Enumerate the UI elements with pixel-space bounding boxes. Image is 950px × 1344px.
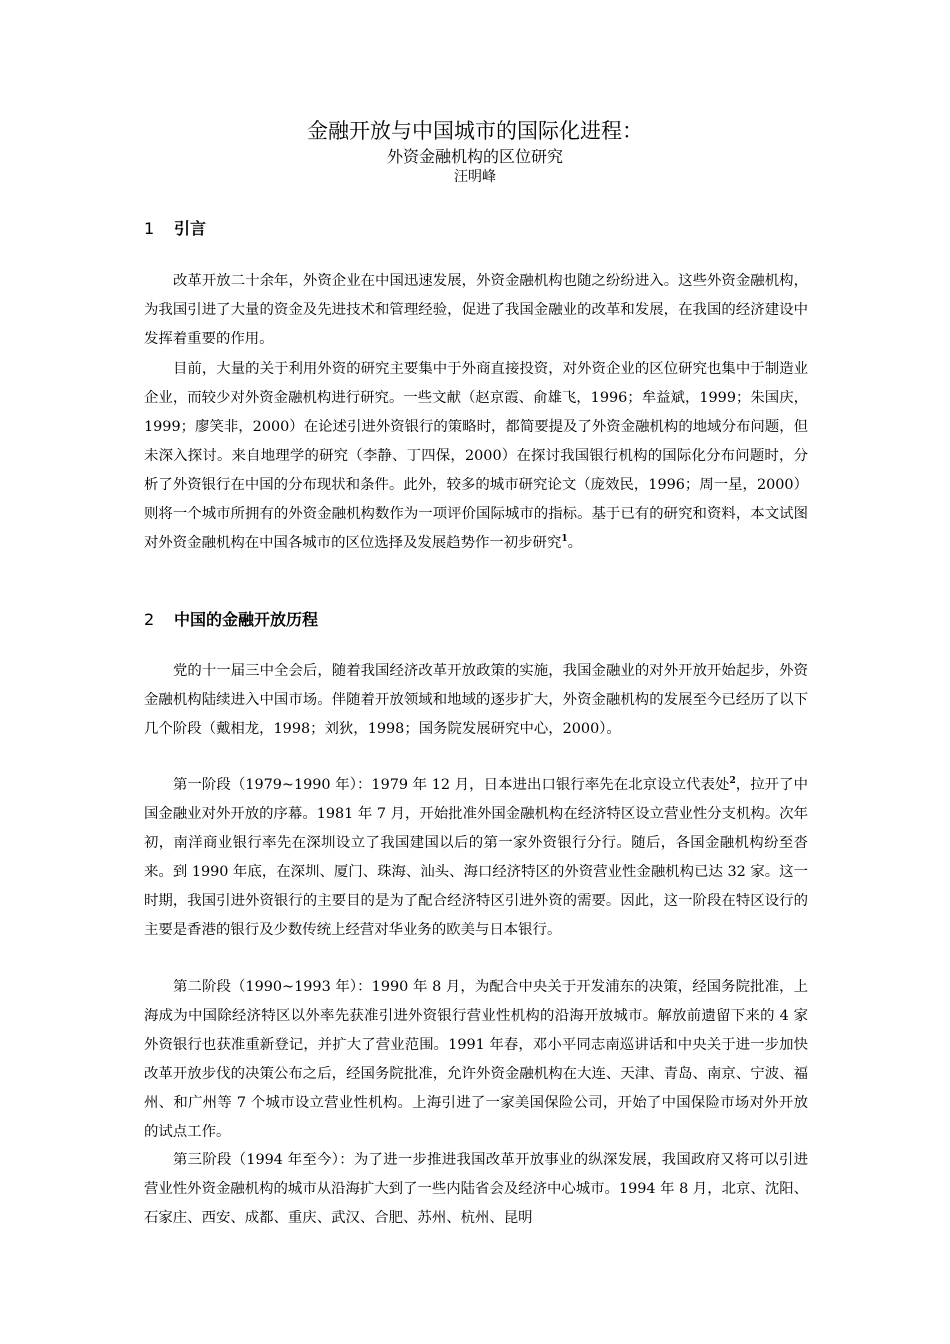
section-title: 引言 [174,219,207,238]
paragraph [144,771,808,945]
paragraph-end: 。 [567,535,583,551]
document-title: 金融开放与中国城市的国际化进程： [307,119,643,143]
paragraph: 第三阶段（1994 年至今）：为了进一步推进我国改革开放事业的纵深发展，我国政府又将可以引进营业性外资金融机构的城市从沿海扩大到了一些内陆省会及经济中心城市。1994 年 8 月，北京、沈阳、石家庄、西安、成都、重庆、武汉、合肥、苏州、杭州、昆明 [144,1152,808,1226]
paragraph: 改革开放二十余年，外资企业在中国迅速发展，外资金融机构也随之纷纷进入。这些外资金融机构，为我国引进了大量的资金及先进技术和管理经验，促进了我国金融业的改革和发展，在我国的经济建设中发挥着重要的作用。 [144,273,808,347]
section-heading-1 [144,217,206,241]
footnote-marker: 2 [729,776,736,787]
paragraph: 第二阶段（1990~1993 年）：1990 年 8 月，为配合中央关于开发浦东的决策，经国务院批准，上海成为中国除经济特区以外率先获准引进外资银行营业性机构的沿海开放城市。解放前遗留下来的 4 家外资银行也获准重新登记，并扩大了营业范围。1991 年春，邓小平同志南巡讲话和中央关于进一步加快改革开放步伐的决策公布之后，经国务院批准，允许外资金融机构在大连、天津、青岛、南京、宁波、福州、和广州等 7 个城市设立营业性机构。上海引进了一家美国保险公司，开始了中国保险市场对外开放的试点工作。 [144,979,808,1140]
document-subtitle: 外资金融机构的区位研究 [386,147,563,166]
paragraph-text: 第一阶段（1979~1990 年）：1979 年 12 月，日本进出口银行率先在北京设立代表处 [173,777,730,793]
section-heading-2 [144,608,318,632]
paragraph-text: 目前，大量的关于利用外资的研究主要集中于外商直接投资，对外资企业的区位研究也集中于制造业企业，而较少对外资金融机构进行研究。一些文献（赵京霞、俞雄飞，1996；牟益斌，1999；朱国庆，1999；廖笑非，2000）在论述引进外资银行的策略时，都简要提及了外资金融机构的地域分布问题，但未深入探讨。来自地理学的研究（李静、丁四保，2000）在探讨我国银行机构的国际化分布问题时，分析了外资银行在中国的分布现状和条件。此外，较多的城市研究论文（庞效民，1996；周一星，2000）则将一个城市所拥有的外资金融机构数作为一项评价国际城市的指标。基于已有的研究和资料，本文试图对外资金融机构在中国各城市的区位选择及发展趋势作一初步研究 [144,361,808,551]
footnote-marker: 1 [561,534,568,545]
paragraph [144,355,808,558]
section-number: 1 [144,219,155,238]
paragraph-text: ，拉开了中国金融业对外开放的序幕。1981 年 7 月，开始批准外国金融机构在经济特区设立营业性分支机构。次年初，南洋商业银行率先在深圳设立了我国建国以后的第一家外资银行分行。随后，各国金融机构纷至沓来。到 1990 年底，在深圳、厦门、珠海、汕头、海口经济特区的外资营业性金融机构已达 32 家。这一时期，我国引进外资银行的主要目的是为了配合经济特区引进外资的需要。因此，这一阶段在特区设行的主要是香港的银行及少数传统上经营对华业务的欧美与日本银行。 [144,777,808,938]
paragraph: 党的十一届三中全会后，随着我国经济改革开放政策的实施，我国金融业的对外开放开始起步，外资金融机构陆续进入中国市场。伴随着开放领域和地域的逐步扩大，外资金融机构的发展至今已经历了以下几个阶段（戴相龙，1998；刘狄，1998；国务院发展研究中心，2000）。 [144,663,808,737]
section-title: 中国的金融开放历程 [174,610,319,629]
section-number: 2 [144,610,155,629]
document-author: 汪明峰 [454,169,496,185]
